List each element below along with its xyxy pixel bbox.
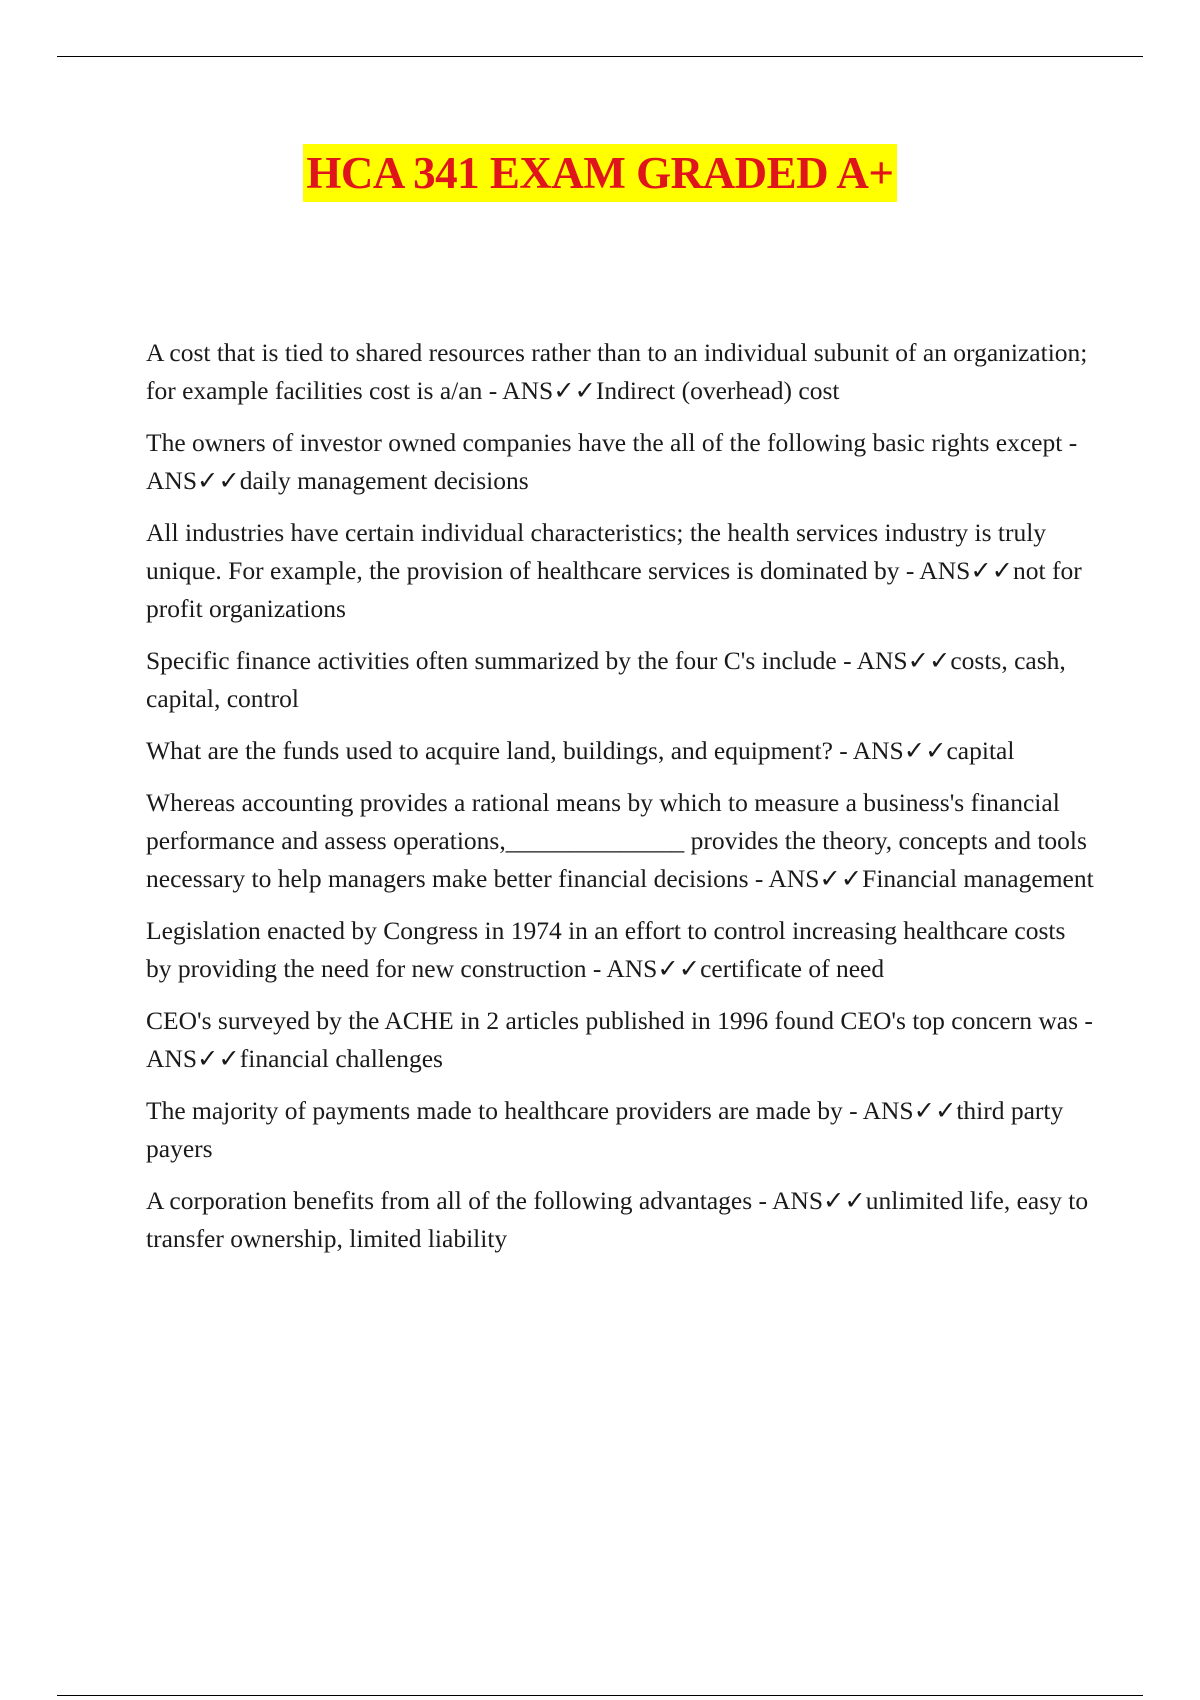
bottom-rule (57, 1695, 1143, 1696)
qa-list (146, 334, 1096, 1272)
top-rule (57, 56, 1143, 57)
double-check-icon: ✓✓ (970, 556, 1014, 585)
double-check-icon: ✓✓ (907, 646, 951, 675)
double-check-icon: ✓✓ (197, 1044, 240, 1073)
answer-text: Financial management (862, 864, 1094, 893)
answer-text: not for profit organizations (146, 556, 1082, 623)
double-check-icon: ✓✓ (819, 864, 863, 893)
answer-label: ANS (768, 864, 820, 893)
answer-text: financial challenges (239, 1044, 443, 1073)
document-title: HCA 341 EXAM GRADED A+ (303, 144, 896, 202)
double-check-icon: ✓✓ (823, 1186, 866, 1215)
answer-label: ANS (862, 1096, 914, 1125)
question-text: The owners of investor owned companies have the all of the following basic rights except - (146, 428, 1078, 457)
qa-item (146, 514, 1096, 628)
answer-text: unlimited life, easy to transfer ownership, limited liability (146, 1186, 1089, 1253)
answer-label: ANS (146, 466, 198, 495)
qa-item (146, 1002, 1096, 1078)
answer-text: certificate of need (700, 954, 885, 983)
question-text: The majority of payments made to healthcare providers are made by - (146, 1096, 863, 1125)
double-check-icon: ✓✓ (913, 1096, 957, 1125)
question-text: CEO's surveyed by the ACHE in 2 articles published in 1996 found CEO's top concern was - (146, 1006, 1093, 1035)
answer-text: third party payers (146, 1096, 1064, 1163)
answer-label: ANS (856, 646, 908, 675)
question-text: A cost that is tied to shared resources rather than to an individual subunit of an organization; for example facilities cost is a/an - (146, 338, 1088, 405)
question-text: Legislation enacted by Congress in 1974 in an effort to control increasing healthcare costs by providing the need for new construction - (146, 916, 1066, 983)
qa-item (146, 424, 1096, 500)
answer-label: ANS (852, 736, 904, 765)
answer-label: ANS (502, 376, 554, 405)
question-text: Specific finance activities often summarized by the four C's include - (146, 646, 857, 675)
title-container (0, 144, 1200, 202)
answer-text: Indirect (overhead) cost (595, 376, 840, 405)
answer-text: costs, cash, capital, control (146, 646, 1066, 713)
question-text: A corporation benefits from all of the following advantages - (146, 1186, 772, 1215)
answer-label: ANS (606, 954, 658, 983)
answer-text: capital (946, 736, 1015, 765)
answer-label: ANS (919, 556, 971, 585)
question-text: Whereas accounting provides a rational means by which to measure a business's financial performance and assess operations,______________ provides the theory, concepts and tools necessary to help managers make better financial decisions - (146, 788, 1087, 893)
qa-item (146, 1092, 1096, 1168)
double-check-icon: ✓✓ (553, 376, 596, 405)
qa-item (146, 1182, 1096, 1258)
answer-text: daily management decisions (239, 466, 529, 495)
qa-item (146, 784, 1096, 898)
double-check-icon: ✓✓ (903, 736, 947, 765)
double-check-icon: ✓✓ (197, 466, 240, 495)
double-check-icon: ✓✓ (657, 954, 701, 983)
qa-item (146, 642, 1096, 718)
answer-label: ANS (772, 1186, 824, 1215)
qa-item (146, 334, 1096, 410)
qa-item (146, 912, 1096, 988)
answer-label: ANS (146, 1044, 198, 1073)
qa-item (146, 732, 1096, 770)
question-text: What are the funds used to acquire land, buildings, and equipment? - (146, 736, 853, 765)
question-text: All industries have certain individual characteristics; the health services industry is truly unique. For example, the provision of healthcare services is dominated by - (146, 518, 1047, 585)
